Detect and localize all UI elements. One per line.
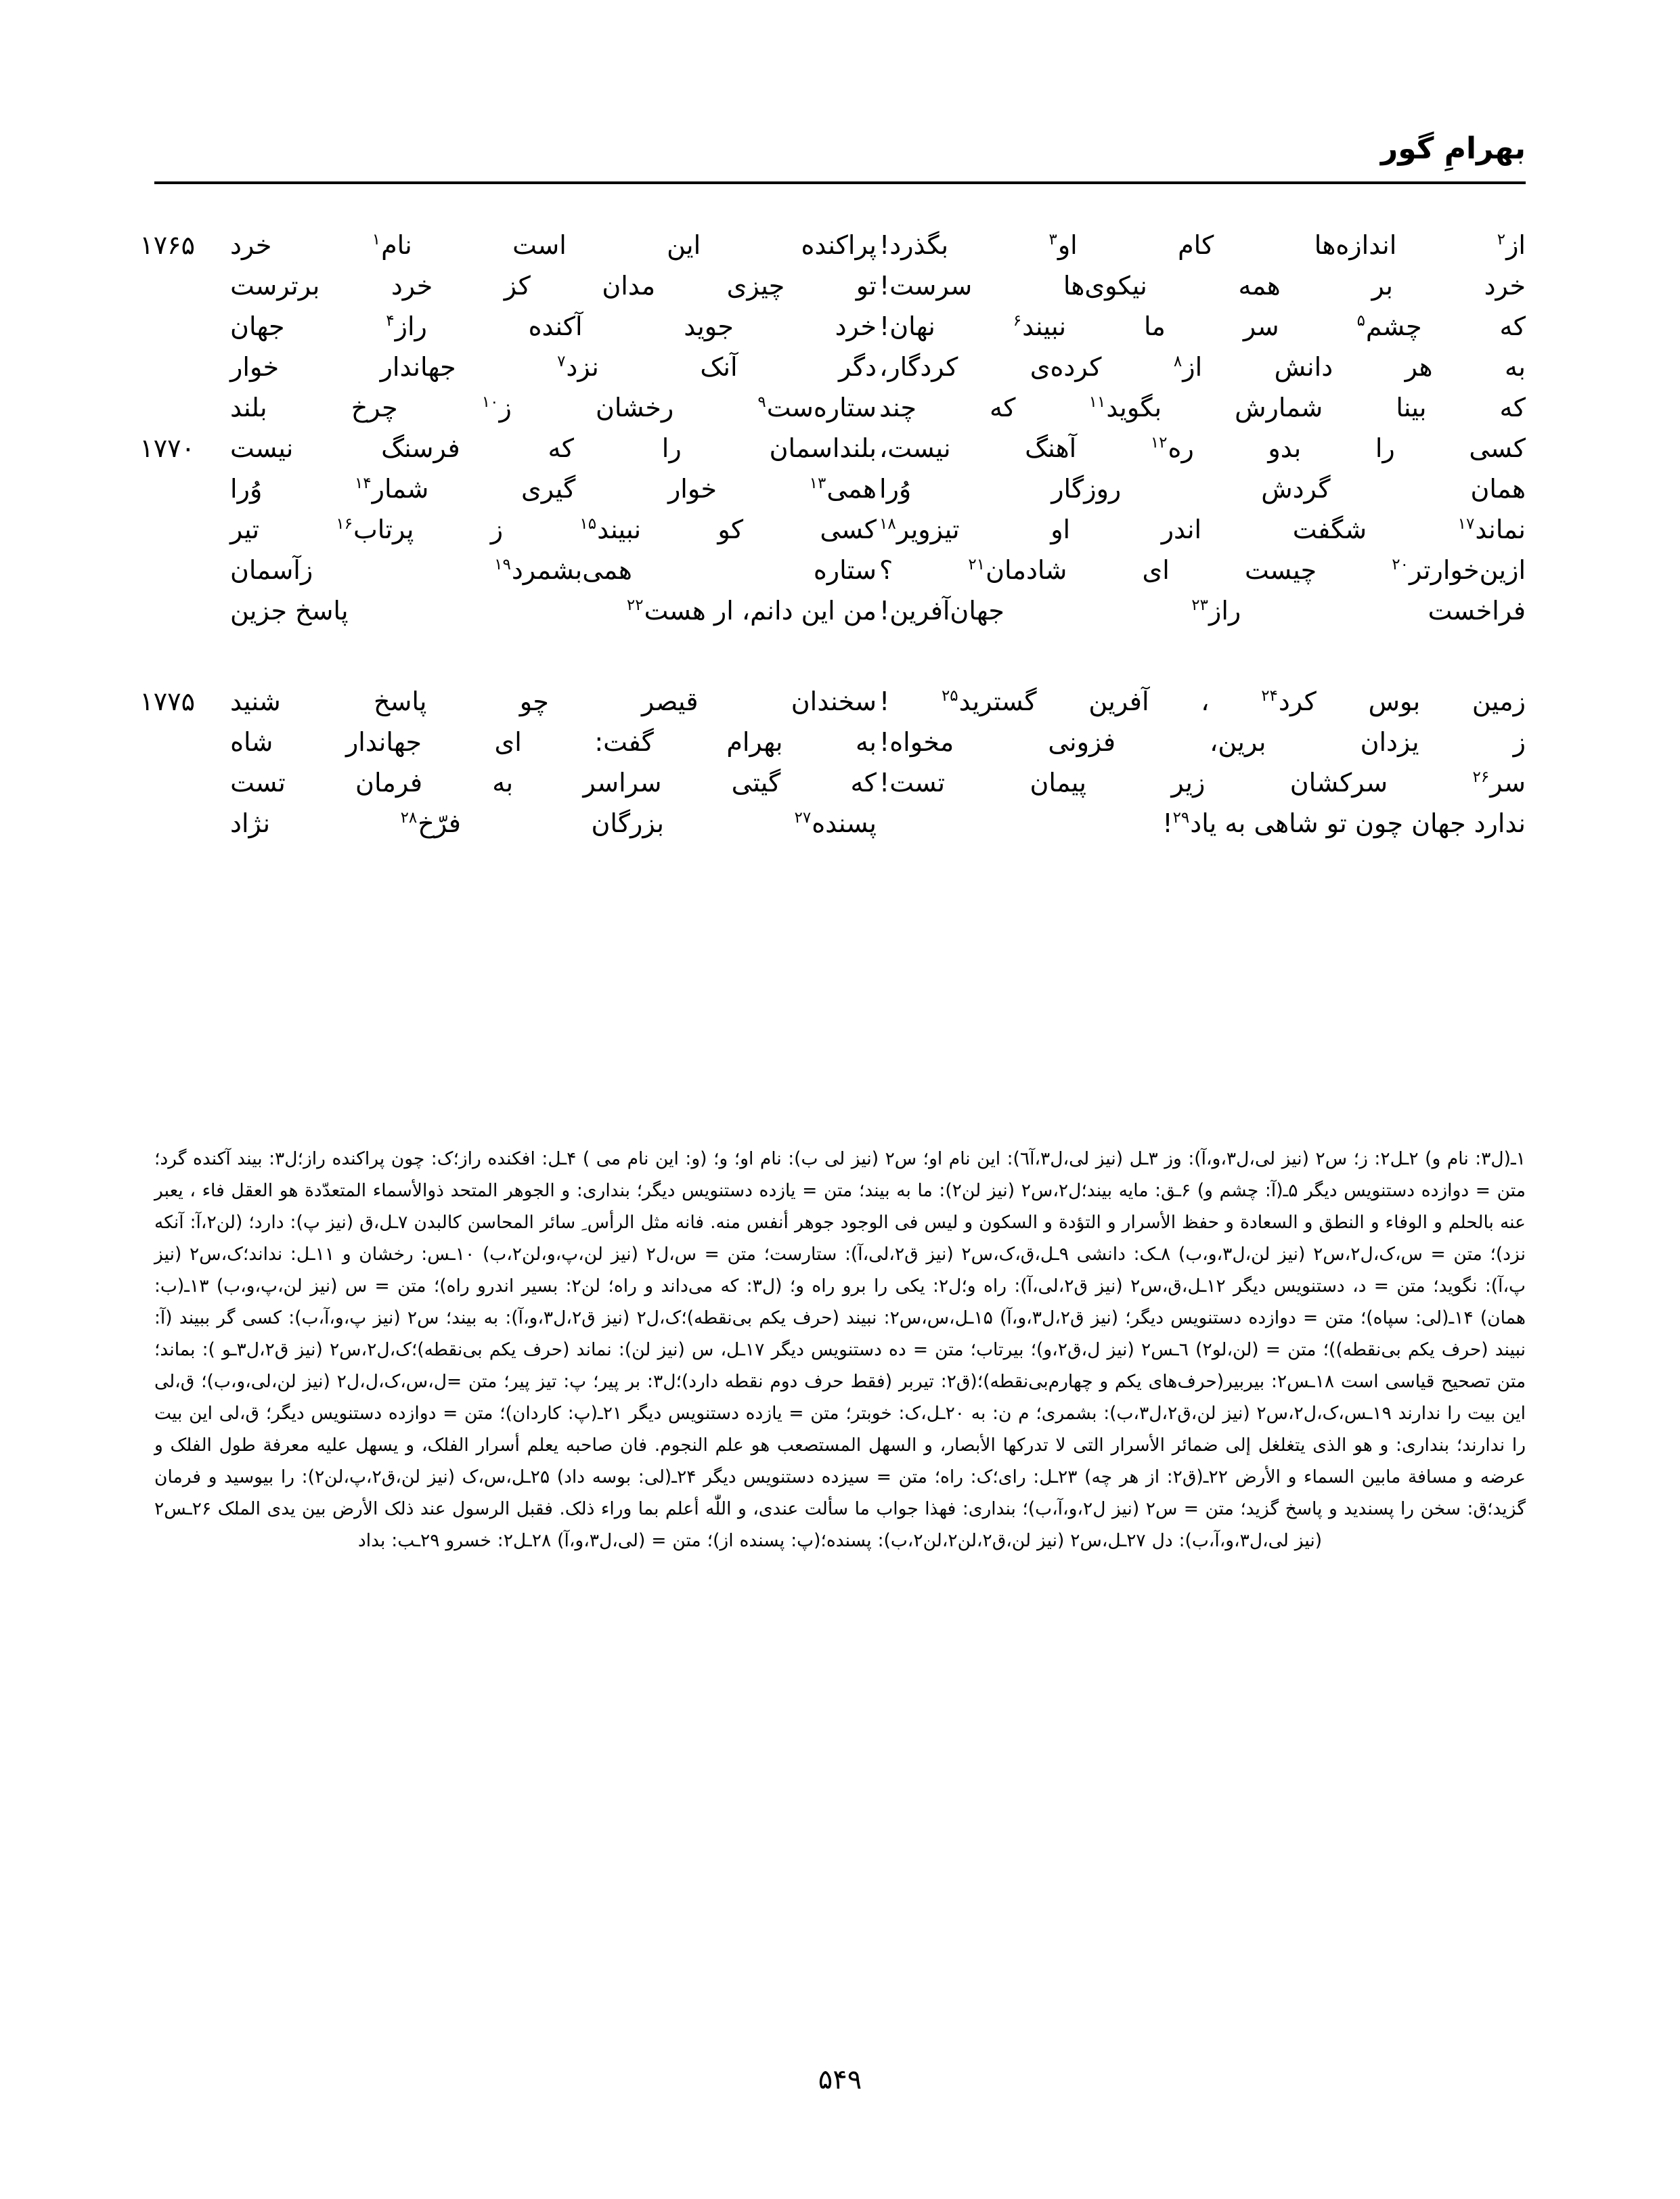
couplet-1765 <box>139 225 1526 265</box>
hemistich-right: پسنده$^{۲۷}$ بزرگان فرّخ$^{۲۸}$ نژاد <box>230 808 877 838</box>
hemistich-left: نماند$^{۱۷}$ شگفت اندر او تیزویر$^{۱۸}$ <box>879 515 1526 544</box>
stanza-separator <box>154 631 1526 681</box>
couplet <box>154 469 1526 509</box>
hemistich-left: سر$^{۲۶}$ سرکشان زیر پیمان تست! <box>879 768 1526 798</box>
couplet-1770 <box>139 428 1526 469</box>
couplet-1775 <box>139 681 1526 722</box>
couplet <box>154 306 1526 347</box>
hemistich-left: از$^۲$ اندازه‌ها کام او$^۳$ بگذرد! <box>879 230 1526 260</box>
critical-apparatus <box>154 1143 1526 1556</box>
running-head-title: بهرامِ گور <box>1380 131 1526 166</box>
couplet <box>154 803 1526 844</box>
hemistich-right: خرد جوید آکنده راز$^۴$ جهان <box>230 311 877 341</box>
hemistich-left: ز یزدان برین، فزونی مخواه! <box>879 727 1526 757</box>
couplet <box>154 762 1526 803</box>
verse-number: ۱۷۷۵ <box>139 687 195 716</box>
couplet <box>154 509 1526 550</box>
hemistich-right: ستاره‌ست$^۹$ رخشان ز$^{۱۰}$ چرخ بلند <box>230 393 877 422</box>
hemistich-right: همی$^{۱۳}$ خوار گیری شمار$^{۱۴}$ وُرا <box>230 474 877 504</box>
couplet <box>154 387 1526 428</box>
hemistich-right: تو چیزی مدان کز خرد برترست <box>230 271 877 301</box>
verse-number: ۱۷۷۰ <box>139 433 195 463</box>
hemistich-right: پراکنده این است نام$^۱$ خرد <box>230 230 877 260</box>
couplet <box>154 550 1526 590</box>
hemistich-right: به بهرام گفت: ای جهاندار شاه <box>230 727 877 757</box>
stanza-second <box>139 681 1526 844</box>
couplet <box>154 722 1526 762</box>
stanza-first <box>139 225 1526 631</box>
page-header <box>154 133 1526 194</box>
hemistich-left: کسی را بدو ره$^{۱۲}$ آهنگ نیست، <box>879 433 1526 463</box>
header-divider-rule <box>154 181 1526 184</box>
couplet <box>154 265 1526 306</box>
hemistich-left: که چشم$^۵$ سر ما نبیند$^۶$ نهان! <box>879 311 1526 341</box>
hemistich-left: فراخست راز$^{۲۳}$ جهان‌آفرین! <box>879 596 1526 626</box>
verse-body <box>139 225 1526 844</box>
hemistich-left: خرد بر همه نیکوی‌ها سرست! <box>879 271 1526 301</box>
hemistich-left: ندارد جهان چون تو شاهی به یاد$^{۲۹}$! <box>1162 808 1526 838</box>
hemistich-left: که بینا شمارش بگوید$^{۱۱}$ که چند <box>879 393 1526 422</box>
hemistich-right: که گیتی سراسر به فرمان تست <box>230 768 877 798</box>
hemistich-right: دگر آنک نزد$^۷$ جهاندار خوار <box>230 352 877 382</box>
hemistich-left: زمین بوس کرد$^{۲۴}$ ، آفرین گسترید$^{۲۵}$ ! <box>879 687 1526 716</box>
folio-number: ۵۴۹ <box>818 2064 862 2095</box>
verse-number: ۱۷۶۵ <box>139 230 195 260</box>
hemistich-right: سخندان قیصر چو پاسخ شنید <box>230 687 877 716</box>
hemistich-right: کسی کو نبیند$^{۱۵}$ ز پرتاب$^{۱۶}$ تیر <box>230 515 877 544</box>
hemistich-right: ستاره همی‌بشمرد$^{۱۹}$ زآسمان <box>230 555 877 585</box>
hemistich-left: به هر دانش از$^۸$ کرده‌ی کردگار، <box>879 352 1526 382</box>
hemistich-right: من این دانم، ار هست$^{۲۲}$ پاسخ جزین <box>230 596 877 626</box>
couplet <box>154 590 1526 631</box>
hemistich-left: ازین‌خوارتر$^{۲۰}$ چیست ای شادمان$^{۲۱}$ ؟ <box>879 555 1526 585</box>
apparatus-text: ۱ـ(ل۳: نام و) ۲ـل۲: ز؛ س۲ (نیز لی،ل۳،و،آ): وز ۳ـل (نیز لی،ل۳،آ٦): این نام او؛ س۲ (نیز لی ب): نام او؛ و؛ (و: این نام می ) ۴ـل: افکنده راز؛ک: چون پراکنده راز؛ل۳: بیند آکنده گرد؛ متن = دوازده دستنویس دیگر ۵ـ(آ: چشم و) ۶ـق: مایه بیند؛ل۲،س۲ (نیز لن۲): ما به بیند؛ متن = یازده دستنویس دیگر؛ بنداری: و الجوهر المتحد ذوالأسماء المتعدّدة هو العقل فاء ، یعبر عنه بالحلم و الوفاء و النطق و السعادة و حفظ الأسرار و التؤدة و السکون و لیس فی الوجود جوهر أنفس منه. فانه مثل الرأس ِ سائر المحاسن کالبدن ۷ـل،ق (نیز پ): دارد؛ (لن۲،آ: آنکه نزد)؛ متن = س،ک،ل۲،س۲ (نیز لن،ل۳،و،ب) ۸ـک: دانشی ۹ـل،ق،ک،س۲ (نیز ق۲،لی،آ): ستارست؛ متن = س،ل۲ (نیز لن،پ،و،لن۲،ب) ۱۰ـس: رخشان و ۱۱ـل: نداند؛ک،س۲ (نیز پ،آ): نگوید؛ متن = د، دستنویس دیگر ۱۲ـل،ق،س۲ (نیز ق۲،لی،آ): راه و؛ل۲: یکی را برو راه و؛ (ل۳: که می‌داند و راه؛ لن۲: بسیر اندرو راه)؛ متن = س (نیز لن،پ،و،ب) ۱۳ـ(ب: همان) ۱۴ـ(لی: سپاه)؛ متن = دوازده دستنویس دیگر؛ (نیز ق۲،ل۳،و،آ) ۱۵ـل،س،س۲: نبیند (حرف یکم بی‌نقطه)؛ک،ل۲ (نیز ق۲،ل۳،و،آ): به بیند؛ س۲ (نیز پ،و،آ،ب): کسی گر ببیند (آ: نبیند (حرف یکم بی‌نقطه))؛ متن = (لن،لو۲) ٦ـس۲ (نیز ل،ق۲،و)؛ بیرتاب؛ متن = ده دستنویس دیگر ۱۷ـل، س (نیز لن): نماند (حرف یکم بی‌نقطه)؛ک،ل۲،س۲ (نیز ق۲،ل۳ـو ): بماند؛ متن تصحیح قیاسی است ۱۸ـس۲: بیربیر(حرف‌های یکم و چهارم‌بی‌نقطه)؛(ق۲: تیربر (فقط حرف دوم نقطه دارد)؛ل۳: بر پیر؛ پ: تیز پیر؛ متن =ل،س،ک،ل،ل۲ (نیز لن،لی،و،ب)؛ ق،لی این بیت را ندارند ۱۹ـس،ک،ل۲،س۲ (نیز لن،ق۲،ل۳،ب): بشمری؛ م ن: به ۲۰ـل،ک: خوبتر؛ متن = یازده دستنویس دیگر ۲۱ـ(پ: کاردان)؛ متن = دوازده دستنویس دیگر؛ ق،لی این بیت را ندارند؛ بنداری: و هو الذی یتغلغل إلی ضمائر الأسرار التی لا تدرکها الأبصار، و السهل المستصعب هو علم النجوم. فان صاحبه یعلم أسرار الفلک، و یسهل علیه معرفة طول الفلک و عرضه و مسافة مابین السماء و الأرض ۲۲ـ(ق۲: از هر چه) ۲۳ـل: رای؛ک: راه؛ متن = سیزده دستنویس دیگر ۲۴ـ(لی: بوسه داد) ۲۵ـل،س،ک (نیز لن،ق۲،پ،لن۲): را بیوسید و فرمان گزید؛ق: سخن را پسندید و پاسخ گزید؛ متن = س۲ (نیز ل۲،و،آ،ب)؛ بنداری: فهذا جواب ما سألت عندی، و اللّٰه أعلم بما وراء ذلک. فقبل الرسول عند ذلک الأرض بین یدی الملک ۲۶ـس۲ (نیز لی،ل۳،و،آ،ب): دل ۲۷ـل،س۲ (نیز لن،ق۲،لن۲،لن۲،ب): پسنده؛(پ: پسنده از)؛ متن = (لی،ل۳،و،آ) ۲۸ـل۲: خسرو ۲۹ـب: بداد <box>154 1148 1526 1551</box>
hemistich-left: همان گردش روزگار وُرا <box>879 474 1526 504</box>
hemistich-right: بلنداسمان را که فرسنگ نیست <box>230 433 877 463</box>
couplet <box>154 347 1526 387</box>
